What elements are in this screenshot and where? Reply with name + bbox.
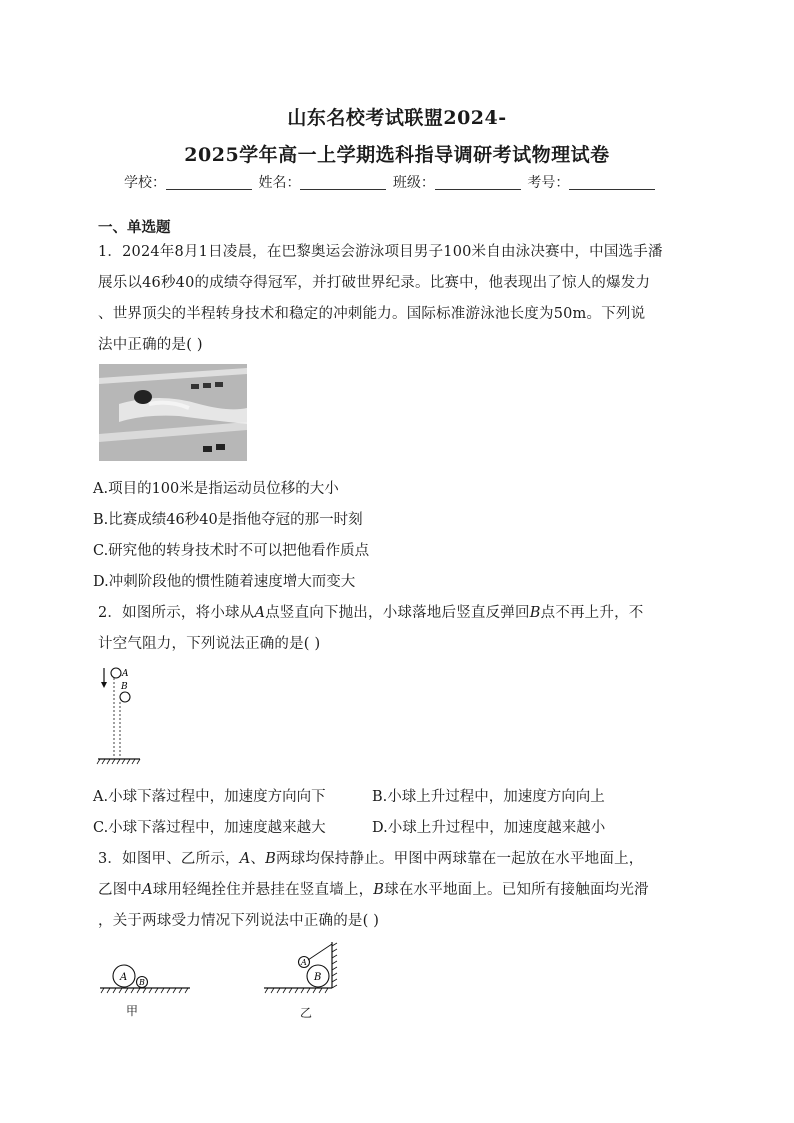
student-info-row — [124, 172, 657, 192]
q2-line1-mid: 点竖直向下抛出，小球落地后竖直反弹回 — [265, 605, 530, 621]
section-title: 一、单选题 — [98, 219, 171, 236]
q1-option-d[interactable]: D.冲刺阶段他的惯性随着速度增大而变大 — [93, 574, 356, 590]
q1-line-3: 、世界顶尖的半程转身技术和稳定的冲刺能力。国际标准游泳池长度为50m。下列说 — [98, 306, 646, 322]
q3-l2-post: 球在水平地面上。已知所有接触面均光滑 — [384, 882, 649, 898]
q2-fig-label-b: B — [121, 682, 128, 692]
q2-point-b: B — [529, 605, 541, 621]
q3-l2-b: B — [373, 882, 385, 898]
q3-line-3: ，关于两球受力情况下列说法中正确的是( ) — [98, 913, 380, 929]
q3-l1-post: 两球均保持静止。甲图中两球靠在一起放在水平地面上， — [275, 851, 644, 867]
q2-point-a: A — [254, 605, 266, 621]
exam-number-label: 考号： — [527, 175, 570, 191]
q3-figure-jia — [98, 958, 194, 998]
q3-yi-label-a: A — [301, 958, 307, 967]
q1-option-a[interactable]: A.项目的100米是指运动员位移的大小 — [93, 481, 339, 497]
q1-option-c[interactable]: C.研究他的转身技术时不可以把他看作质点 — [93, 543, 370, 559]
q3-l2-pre: 乙图中 — [98, 882, 143, 898]
q3-jia-label-b: B — [139, 978, 145, 987]
class-blank[interactable] — [435, 175, 521, 190]
q1-line-4: 法中正确的是( ) — [98, 337, 203, 353]
q2-line1-post: 点不再上升，不 — [540, 605, 644, 621]
q3-l2-mid: 球用轻绳拴住并悬挂在竖直墙上， — [152, 882, 374, 898]
swimmer-photo — [99, 364, 247, 461]
school-label: 学校： — [124, 175, 166, 191]
school-blank[interactable] — [166, 175, 252, 190]
q3-line-2 — [98, 878, 649, 899]
q1-option-b[interactable]: B.比赛成绩46秒40是指他夺冠的那一时刻 — [93, 512, 363, 528]
q2-option-b[interactable]: B.小球上升过程中，加速度方向向上 — [372, 789, 605, 805]
title-line-2: 2025学年高一上学期选科指导调研考试物理试卷 — [184, 144, 610, 166]
class-label: 班级： — [392, 175, 435, 191]
q2-option-c[interactable]: C.小球下落过程中，加速度越来越大 — [93, 820, 326, 836]
q2-figure — [96, 662, 148, 770]
title-line-1: 山东名校考试联盟2024- — [287, 107, 507, 129]
q2-line-1 — [98, 601, 643, 622]
q1-line-2: 展乐以46秒40的成绩夺得冠军，并打破世界纪录。比赛中，他表现出了惊人的爆发力 — [98, 275, 651, 291]
q2-option-d[interactable]: D.小球上升过程中，加速度越来越小 — [372, 820, 606, 836]
q3-l1-pre: 3．如图甲、乙所示， — [98, 851, 240, 867]
q3-yi-label-b: B — [314, 972, 322, 983]
name-label: 姓名： — [258, 175, 301, 191]
q3-l1-a: A — [239, 851, 251, 867]
exam-number-blank[interactable] — [569, 175, 655, 190]
q2-line1-pre: 2．如图所示，将小球从 — [98, 605, 255, 621]
q3-figure-yi — [262, 940, 346, 998]
q2-line-2: 计空气阻力，下列说法正确的是( ) — [98, 636, 321, 652]
q3-caption-yi: 乙 — [300, 1006, 313, 1020]
q3-line-1 — [98, 847, 643, 868]
swimmer-photo-art — [99, 364, 247, 461]
q3-l1-sep: 、 — [250, 851, 266, 867]
q3-caption-jia: 甲 — [126, 1004, 139, 1018]
q3-l2-a: A — [142, 882, 153, 898]
q3-l1-b: B — [265, 851, 276, 867]
q2-fig-label-a: A — [122, 669, 129, 679]
q2-option-a[interactable]: A.小球下落过程中，加速度方向向下 — [93, 789, 326, 805]
q1-line-1: 1．2024年8月1日凌晨，在巴黎奥运会游泳项目男子100米自由泳决赛中，中国选手潘 — [98, 244, 663, 260]
name-blank[interactable] — [300, 175, 386, 190]
q3-jia-label-a: A — [120, 972, 128, 983]
